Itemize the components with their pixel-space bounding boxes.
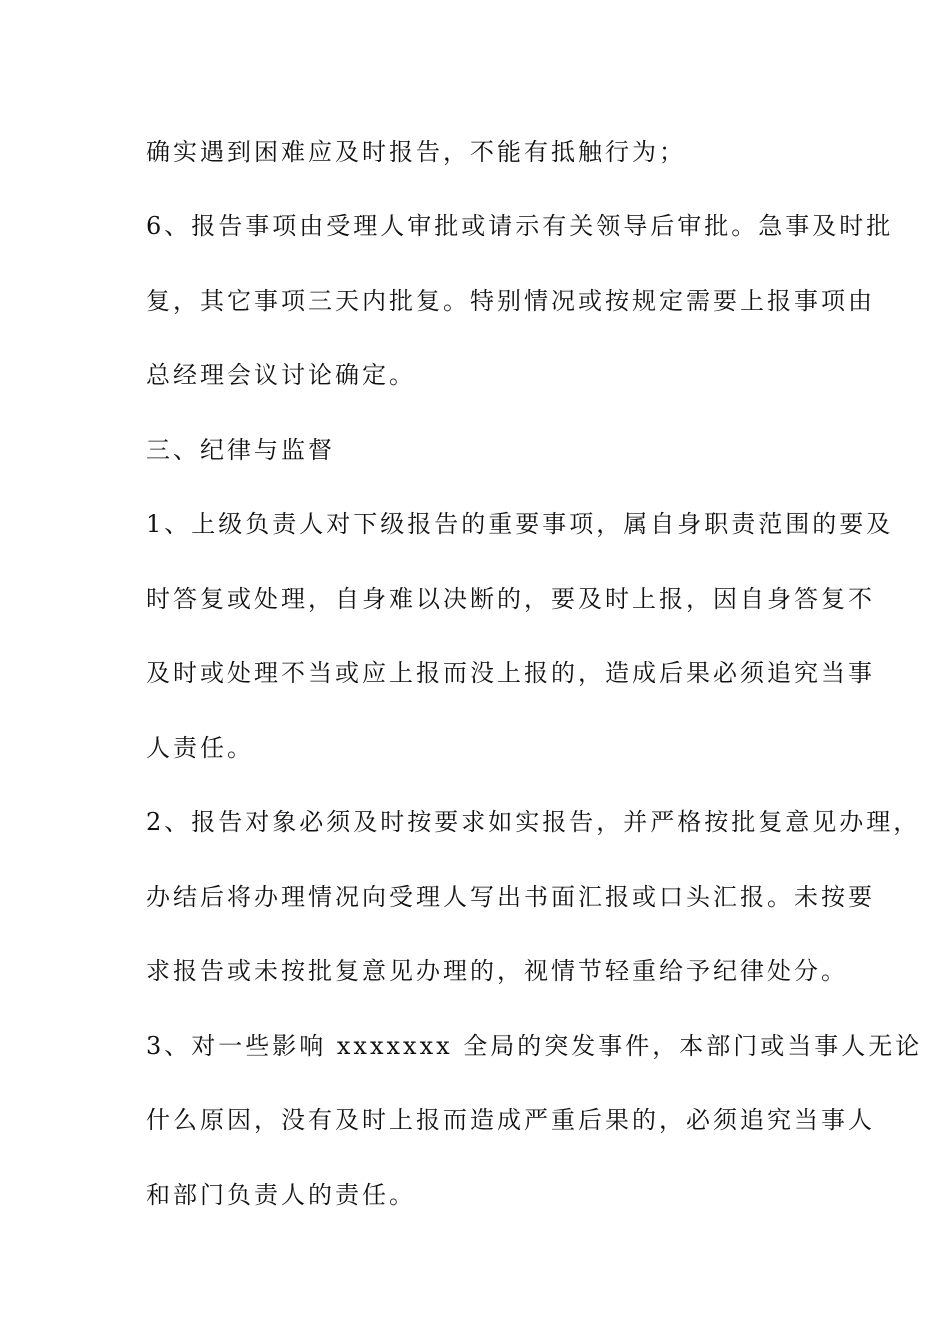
text-line: 人责任。 bbox=[146, 734, 254, 762]
text-line: 确实遇到困难应及时报告，不能有抵触行为； bbox=[146, 138, 686, 166]
text-line: 2、报告对象必须及时按要求如实报告，并严格按批复意见办理， bbox=[146, 808, 921, 836]
text-line: 1、上级负责人对下级报告的重要事项，属自身职责范围的要及 bbox=[146, 510, 894, 538]
section-heading: 三、纪律与监督 bbox=[146, 436, 335, 464]
text-line: 和部门负责人的责任。 bbox=[146, 1181, 416, 1209]
text-line: 6、报告事项由受理人审批或请示有关领导后审批。急事及时批 bbox=[146, 212, 894, 240]
text-line: 办结后将办理情况向受理人写出书面汇报或口头汇报。未按要 bbox=[146, 883, 875, 911]
text-line: 及时或处理不当或应上报而没上报的，造成后果必须追究当事 bbox=[146, 659, 875, 687]
text-line: 时答复或处理，自身难以决断的，要及时上报，因自身答复不 bbox=[146, 585, 875, 613]
text-line: 总经理会议讨论确定。 bbox=[146, 361, 416, 389]
text-line: 求报告或未按批复意见办理的，视情节轻重给予纪律处分。 bbox=[146, 957, 848, 985]
text-line: 什么原因，没有及时上报而造成严重后果的，必须追究当事人 bbox=[146, 1106, 875, 1134]
text-line: 3、对一些影响 xxxxxxx 全局的突发事件，本部门或当事人无论 bbox=[146, 1032, 923, 1060]
text-line: 复，其它事项三天内批复。特别情况或按规定需要上报事项由 bbox=[146, 287, 875, 315]
